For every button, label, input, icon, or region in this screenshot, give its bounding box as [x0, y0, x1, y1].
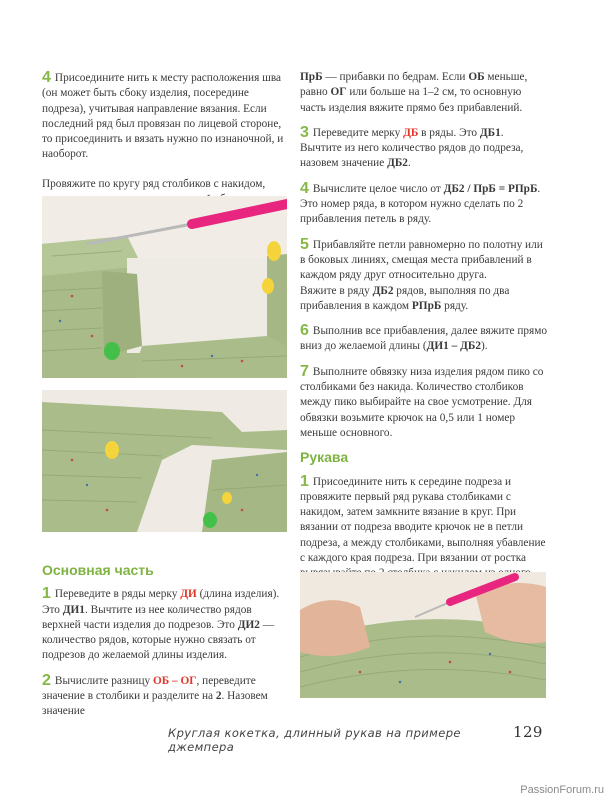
section-heading-sleeves: Рукава [300, 449, 349, 466]
step-text: Выполните обвязку низа изделия рядом пико со столбиками без накида. Количество столбиков между пико выбирайте на свое усмотрение. Для обвязки возьмите крючок на 0,5 или 1 номер меньше основного. [300, 365, 544, 439]
step-text: . Это номер ряда, в котором нужно сделать по 2 прибавления петель в ряду. [300, 182, 541, 226]
step-text: ). [481, 340, 488, 353]
right-step-6 [300, 323, 548, 355]
page-number: 129 [513, 723, 543, 741]
bold-di1-db2: ДИ1 – ДБ2 [426, 340, 481, 353]
highlight-ob-og: ОБ – ОГ [152, 674, 197, 687]
bold-di1: ДИ1 [62, 603, 85, 616]
step-text: (длина изделия). Это [42, 588, 280, 616]
step-number: 5 [300, 235, 309, 253]
right-continuation [300, 70, 548, 116]
step-text: Присоедините нить к месту расположения шва (он может быть сбоку изделия, посередине подреза), учитывая направление вязания. Если последний ряд был провязан по лицевой стороне, то присоединить и вязать нужно по изнаночной, и наоборот. [42, 72, 284, 161]
right-step-3 [300, 125, 548, 172]
step-text: Переведите мерку [312, 126, 404, 139]
right-column [300, 70, 548, 606]
step-number: 1 [300, 472, 309, 490]
step-text: Вычислите разницу [54, 674, 153, 687]
bold-prb: ПрБ [300, 71, 323, 83]
page-footer [168, 723, 543, 754]
step-text: . Вычтите из нее количество рядов верхней части изделия до подрезов. Это [42, 603, 252, 631]
step-number: 6 [300, 322, 309, 340]
step-text: , переведите значение в столбики и разделите на [42, 674, 256, 703]
photo-crochet-armhole [42, 196, 287, 378]
right-step-4 [300, 181, 548, 228]
step-text: в ряды. Это [418, 126, 480, 139]
step-text: Присоедините нить к середине подреза и провяжите первый ряд рукава столбиками с накидом, затем замкните вязание в круг. При вязании от подреза вводите крючок не в петли подреза, а между столбиками, выполняя убавление с каждого края подреза. При вязании от ростка [300, 475, 546, 565]
section-heading-main: Основная часть [42, 562, 154, 578]
step-text: . Назовем значение [42, 690, 268, 718]
step-number: 2 [42, 671, 51, 689]
bold-formula: ДБ2 / ПрБ = РПрБ [443, 182, 538, 195]
step-text: или больше на 1–2 см, то основную часть изделия вяжите прямо без прибавлений. [300, 86, 523, 114]
step-number: 1 [42, 585, 51, 603]
step-text: Вычислите целое число от [312, 182, 444, 195]
photo-sleeve-crochet [300, 572, 546, 698]
bold-two: 2 [215, 690, 222, 703]
step-text: . [407, 157, 411, 170]
step-text: . Вычтите из него количество рядов до подреза, назовем значение [300, 126, 524, 170]
main-step-2 [42, 673, 286, 720]
step-text: Выполнив все прибавления, далее вяжите прямо вниз до желаемой длины ( [300, 325, 548, 353]
step-number: 4 [300, 179, 309, 197]
step-text: Переведите в ряды мерку [54, 588, 181, 601]
bold-rprb: РПрБ [411, 299, 442, 312]
footer-caption: Круглая кокетка, длинный рукав на примере джемпера [168, 726, 461, 754]
step-text: Вяжите в ряду [300, 284, 373, 297]
step-text: — количество рядов, которые нужно связать от подрезов до желаемой длины изделия. [42, 618, 275, 662]
bold-og: ОГ [330, 86, 347, 99]
highlight-db: ДБ [403, 126, 419, 139]
left-paragraph: Провяжите по кругу ряд столбиков с накидом, [42, 177, 266, 190]
bold-db2: ДБ2 [387, 157, 408, 170]
step-text: рядов, выполняя по два прибавления в каждом [300, 284, 510, 312]
main-step-1 [42, 586, 286, 663]
main-section [42, 557, 286, 729]
highlight-di: ДИ [180, 588, 197, 601]
step-number: 3 [300, 123, 309, 141]
right-step-7 [300, 364, 548, 441]
step-text: меньше, равно [300, 71, 528, 99]
left-column-top [42, 70, 286, 207]
right-step-5 [300, 237, 548, 314]
step-text: Прибавляйте петли равномерно по полотну или в боковых линиях, смещая места прибавлений в каждом ряду друг относительно друга. [300, 238, 543, 282]
bold-di2: ДИ2 [237, 618, 260, 631]
step-number: 4 [42, 69, 51, 86]
bold-ob: ОБ [468, 71, 485, 83]
step-number: 7 [300, 362, 309, 380]
bold-db2: ДБ2 [372, 284, 394, 297]
step-text: — прибавки по бедрам. Если [322, 71, 469, 83]
watermark: PassionForum.ru [520, 784, 604, 796]
left-step-4 [42, 70, 286, 163]
bold-db1: ДБ1 [479, 126, 501, 139]
step-text: ряду. [441, 299, 469, 312]
photo-crochet-markers [42, 390, 287, 532]
